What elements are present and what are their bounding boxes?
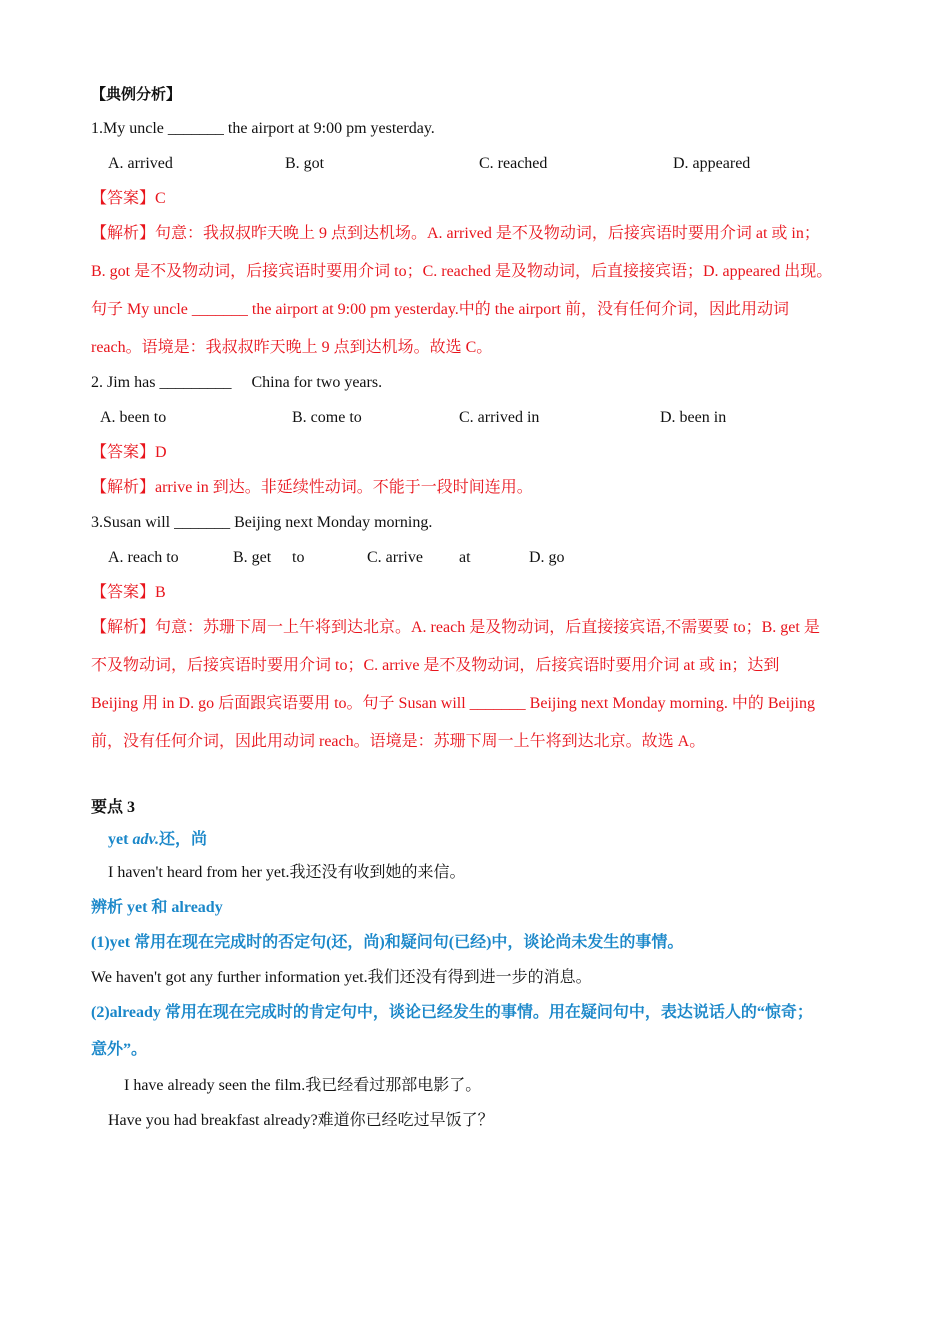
q1-options	[0, 154, 950, 174]
q3-option-d: D. go	[529, 549, 565, 566]
q3-option-b: B. get	[233, 549, 272, 566]
example-yet: We haven't got any further information yet.我们还没有得到进一步的消息。	[91, 969, 592, 986]
q3-options	[0, 548, 950, 568]
section-heading: 【典例分析】	[91, 85, 182, 103]
rule-already-line-1: (2)already 常用在现在完成时的肯定句中，谈论已经发生的事情。用在疑问句中，表达说话人的“惊奇；	[91, 1004, 813, 1021]
q3-stem: 3.Susan will _______ Beijing next Monday morning.	[91, 514, 433, 531]
q1-analysis-line-1: 【解析】句意：我叔叔昨天晚上 9 点到达机场。A. arrived 是不及物动词，后接宾语时要用介词 at 或 in；	[91, 225, 820, 242]
q2-option-d: D. been in	[660, 409, 727, 426]
q2-stem	[91, 373, 382, 393]
point3-example: I haven't heard from her yet.我还没有收到她的来信。	[108, 864, 466, 881]
q3-option-c: C. arrive	[367, 549, 423, 566]
rule-yet: (1)yet 常用在现在完成时的否定句(还，尚)和疑问句(已经)中，谈论尚未发生的事情。	[91, 934, 684, 951]
q2-stem-part-1: 2. Jim has _________	[91, 374, 232, 391]
q1-analysis-line-2: B. got 是不及物动词，后接宾语时要用介词 to；C. reached 是及物动词，后直接接宾语；D. appeared 出现。	[91, 263, 833, 280]
point3-term-line	[108, 829, 207, 850]
q3-option-a: A. reach to	[108, 549, 179, 566]
q3-analysis-line-1: 【解析】句意：苏珊下周一上午将到达北京。A. reach 是及物动词，后直接接宾语,不需要要 to；B. get 是	[91, 619, 820, 636]
q3-answer: 【答案】B	[91, 584, 166, 601]
point3-term: yet	[108, 831, 133, 848]
q1-option-d: D. appeared	[673, 155, 751, 172]
point3-pos: adv.	[132, 831, 159, 848]
q1-analysis-line-3: 句子 My uncle _______ the airport at 9:00 pm yesterday.中的 the airport 前，没有任何介词，因此用动词	[91, 301, 789, 318]
rule-already-line-2: 意外”。	[91, 1041, 148, 1058]
q3-option-c-prep: at	[459, 549, 471, 566]
q3-analysis-line-3: Beijing 用 in D. go 后面跟宾语要用 to。句子 Susan will _______ Beijing next Monday morning. 中的 Beijing	[91, 695, 815, 712]
point3-meaning: 还，尚	[158, 829, 207, 848]
q2-analysis: 【解析】arrive in 到达。非延续性动词。不能于一段时间连用。	[91, 479, 533, 496]
q3-analysis-line-4: 前，没有任何介词，因此用动词 reach。语境是：苏珊下周一上午将到达北京。故选 A。	[91, 733, 706, 750]
q1-analysis-line-4: reach。语境是：我叔叔昨天晚上 9 点到达机场。故选 C。	[91, 339, 493, 356]
q1-stem: 1.My uncle _______ the airport at 9:00 pm yesterday.	[91, 120, 435, 137]
point3-heading: 要点 3	[91, 799, 136, 816]
example-already-2: Have you had breakfast already?难道你已经吃过早饭了？	[108, 1112, 494, 1129]
q1-option-b: B. got	[285, 155, 325, 172]
q2-option-c: C. arrived in	[459, 409, 540, 426]
compare-heading: 辨析 yet 和 already	[91, 899, 223, 916]
q2-option-b: B. come to	[292, 409, 362, 426]
q1-option-c: C. reached	[479, 155, 548, 172]
q2-option-a: A. been to	[100, 409, 167, 426]
q2-stem-part-2: China for two years.	[251, 374, 383, 391]
q1-answer: 【答案】C	[91, 190, 166, 207]
q2-answer: 【答案】D	[91, 444, 167, 461]
q2-options	[0, 408, 950, 428]
q3-option-b-prep: to	[292, 549, 305, 566]
q1-option-a: A. arrived	[108, 155, 173, 172]
example-already-1: I have already seen the film.我已经看过那部电影了。	[124, 1077, 482, 1094]
q3-analysis-line-2: 不及物动词，后接宾语时要用介词 to；C. arrive 是不及物动词，后接宾语时要用介词 at 或 in；达到	[91, 657, 780, 674]
